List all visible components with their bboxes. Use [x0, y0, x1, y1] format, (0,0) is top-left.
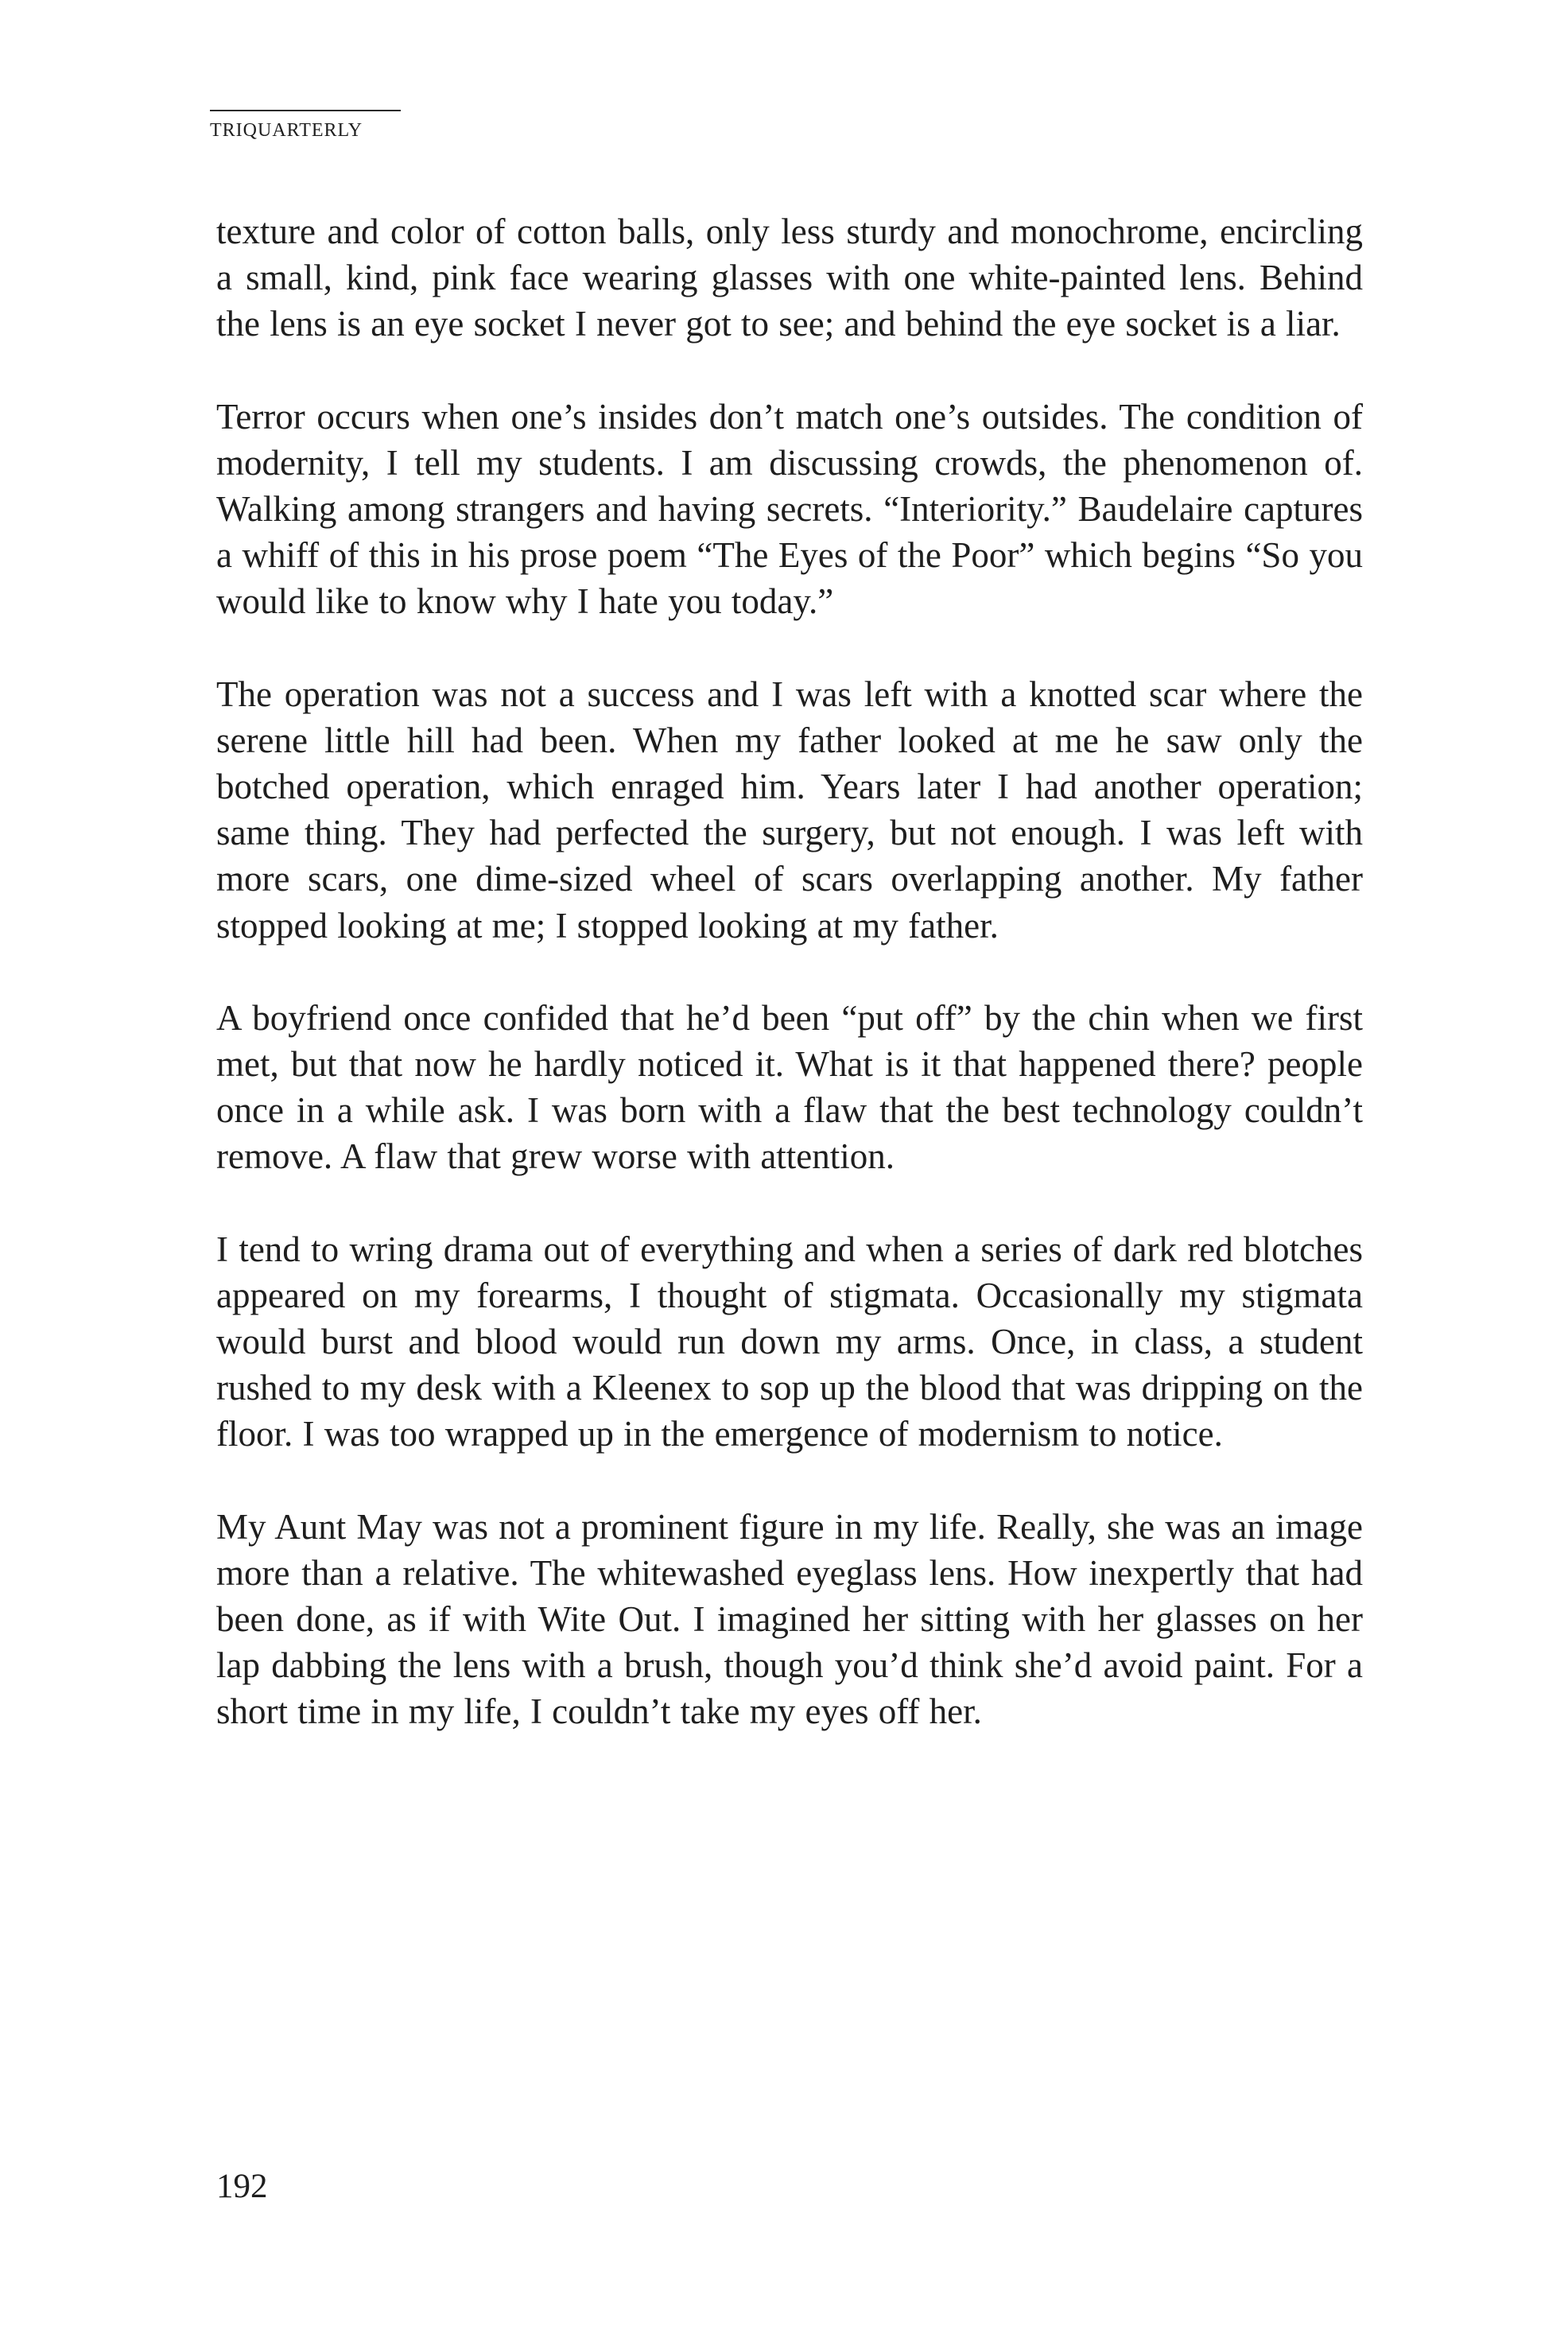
- paragraph-2: Terror occurs when one’s insides don’t match one’s outsides. The condition of modernity, I tell my students. I am discussing crowds, the phenomenon of. Walking among strangers and having secrets. “Interiority.” Baudelaire captures a whiff of this in his prose poem “The Eyes of the Poor” which begins “So you would like to know why I hate you today.”: [216, 396, 1363, 622]
- paragraph-5: I tend to wring drama out of everything and when a series of dark red blotches appeared on my forearms, I thought of stigmata. Occasionally my stigmata would burst and blood would run down my arms. Once, in class, a student rushed to my desk with a Kleenex to sop up the blood that was dripping on the floor. I was too wrapped up in the emergence of modernism to notice.: [216, 1229, 1363, 1454]
- page-number: 192: [216, 2168, 268, 2205]
- paragraph-4: A boyfriend once confided that he’d been “put off” by the chin when we first met, but that now he hardly noticed it. What is it that happened there? people once in a while ask. I was born with a flaw that the best technology couldn’t remove. A flaw that grew worse with attention.: [216, 997, 1363, 1177]
- paragraph-6: My Aunt May was not a prominent figure in my life. Really, she was an image more than a relative. The whitewashed eyeglass lens. How inexpertly that had been done, as if with Wite Out. I imagined her sitting with her glasses on her lap dabbing the lens with a brush, though you’d think she’d avoid paint. For a short time in my life, I couldn’t take my eyes off her.: [216, 1506, 1363, 1732]
- running-head: TRIQUARTERLY: [210, 110, 401, 140]
- body-text: [216, 208, 1363, 1735]
- paragraph-3: The operation was not a success and I was left with a knotted scar where the serene little hill had been. When my father looked at me he saw only the botched operation, which enraged him. Years later I had another operation; same thing. They had perfected the surgery, but not enough. I was left with more scars, one dime-sized wheel of scars overlapping another. My father stopped looking at me; I stopped looking at my father.: [216, 674, 1363, 946]
- paragraph-1: texture and color of cotton balls, only less sturdy and monochrome, encircling a small, kind, pink face wearing glasses with one white-painted lens. Behind the lens is an eye socket I never got to see; and behind the eye socket is a liar.: [216, 212, 1363, 344]
